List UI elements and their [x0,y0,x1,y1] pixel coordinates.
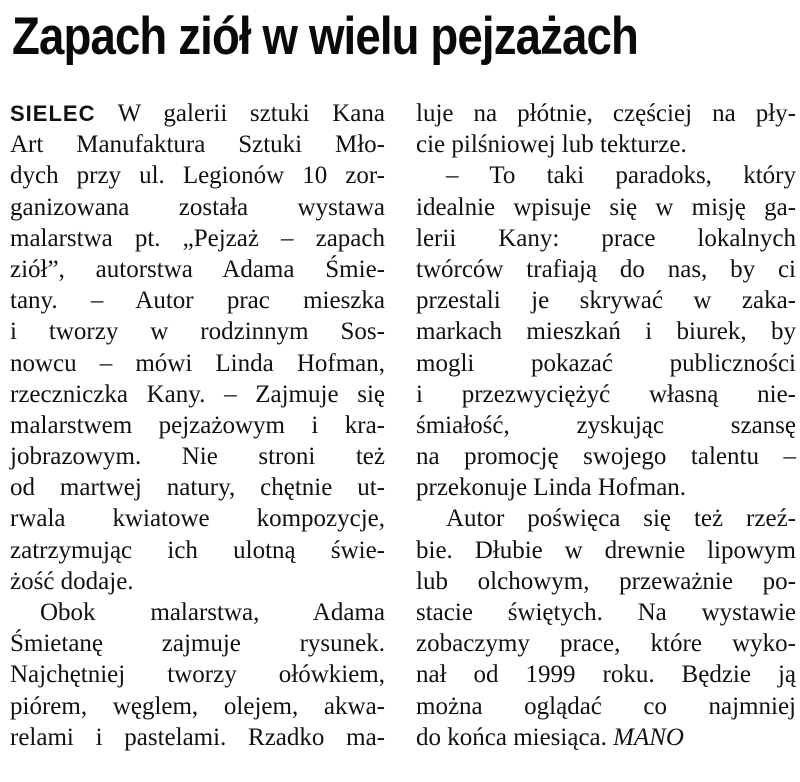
text-line: rwala kwiatowe kompozycje, [10,505,385,533]
text-line: dych przy ul. Legionów 10 zor- [10,162,385,190]
text-line: na promocję swojego talentu – [416,443,796,471]
text-line: relami i pastelami. Rzadko ma- [10,723,385,751]
text-line: mogli pokazać publiczności [416,349,796,377]
text-line: śmiałość, zyskując szansę [416,411,796,439]
text-line: zatrzymując ich ulotną świe- [10,536,385,564]
text-line: Śmietanę zajmuje rysunek. [10,630,385,658]
text-line: ganizowana została wystawa [10,193,385,221]
text-line: przekonuje Linda Hofman. [416,474,687,502]
text-line: markach mieszkań i biurek, by [416,318,796,346]
text-line: malarstwa pt. „Pejzaż – zapach [10,224,385,252]
text-line: nał od 1999 roku. Będzie ją [416,661,796,689]
text-line: – To taki paradoks, który [446,162,796,190]
text-line: piórem, węglem, olejem, akwa- [10,692,385,720]
text-line: żość dodaje. [10,567,134,595]
text-line: nowcu – mówi Linda Hofman, [10,349,385,377]
text-line: bie. Dłubie w drewnie lipowym [416,536,796,564]
article-column-right [416,98,796,753]
text-line: lub olchowym, przeważnie po- [416,567,796,595]
text-line: do końca miesiąca. MANO [416,723,684,751]
article-headline: Zapach ziół w wielu pejzażach [12,7,638,66]
dateline: SIELEC [10,101,96,126]
text-line: Art Manufaktura Sztuki Mło- [10,131,385,159]
byline: MANO [613,723,684,751]
text-line: Najchętniej tworzy ołówkiem, [10,661,385,689]
text-line: Autor poświęca się też rzeź- [446,505,796,533]
text-line: cie pilśniowej lub tekturze. [416,131,687,159]
text-line: idealnie wpisuje się w misję ga- [416,193,796,221]
text-line: Obok malarstwa, Adama [40,599,385,626]
text-line: malarstwem pejzażowym i kra- [10,411,385,439]
text-line: SIELEC W galerii sztuki Kana [10,100,385,127]
text-line: rzeczniczka Kany. – Zajmuje się [10,380,385,408]
text-line: i przezwyciężyć własną nie- [416,380,796,408]
text-line: twórców trafiają do nas, by ci [416,255,796,283]
text-line: luje na płótnie, częściej na pły- [416,100,796,127]
text-line: lerii Kany: prace lokalnych [416,224,796,252]
text-line: przestali je skrywać w zaka- [416,287,796,315]
text-line: tany. – Autor prac mieszka [10,287,385,315]
text-line: stacie świętych. Na wystawie [416,599,796,626]
text-line: jobrazowym. Nie stroni też [10,443,385,471]
text-line: ziół”, autorstwa Adama Śmie- [10,255,385,283]
text-line: od martwej natury, chętnie ut- [10,474,385,502]
text-line: zobaczymy prace, które wyko- [416,630,796,658]
article-column-left [10,98,385,753]
text-line: można oglądać co najmniej [416,692,796,720]
text-line: i tworzy w rodzinnym Sos- [10,318,385,346]
